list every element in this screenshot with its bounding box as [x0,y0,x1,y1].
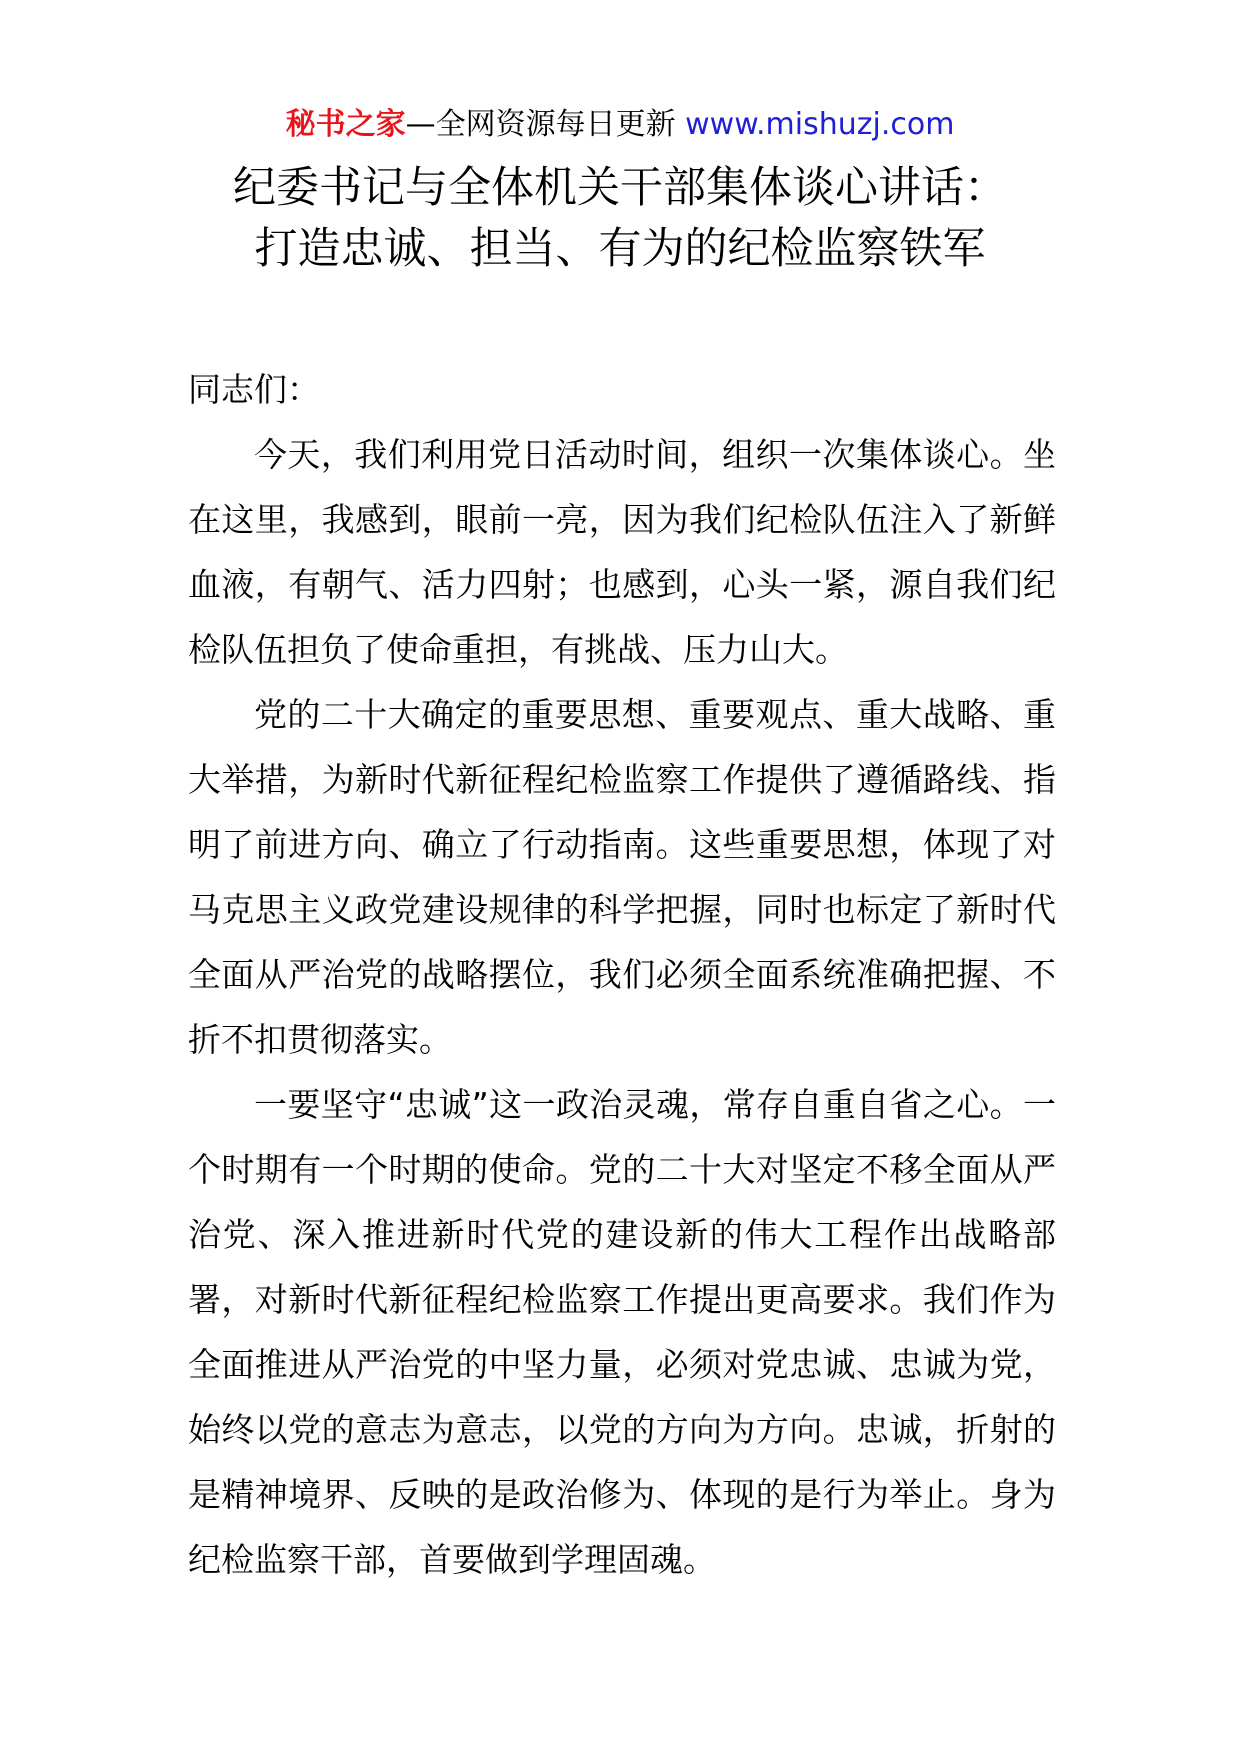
salutation: 同志们： [188,370,320,409]
site-url-link[interactable]: www.mishuzj.com [685,107,955,142]
header-tagline: —全网资源每日更新 [405,107,676,142]
paragraph-3: 一要坚守“忠诚”这一政治灵魂，常存自重自省之心。一个时期有一个时期的使命。党的二十大对坚定不移全面从严治党、深入推进新时代党的建设新的伟大工程作出战略部署，对新时代新征程纪检监察工作提出更高要求。我们作为全面推进从严治党的中坚力量，必须对党忠诚、忠诚为党，始终以党的意志为意志，以党的方向为方向。忠诚，折射的是精神境界、反映的是政治修为、体现的是行为举止。身为纪检监察干部，首要做到学理固魂。 [188,1085,1056,1579]
title-line-2: 打造忠诚、担当、有为的纪检监察铁军 [254,224,986,274]
brand-name: 秘书之家 [285,107,406,142]
site-header [0,100,1240,150]
paragraph-2: 党的二十大确定的重要思想、重要观点、重大战略、重大举措，为新时代新征程纪检监察工作提供了遵循路线、指明了前进方向、确立了行动指南。这些重要思想，体现了对马克思主义政党建设规律的科学把握，同时也标定了新时代全面从严治党的战略摆位，我们必须全面系统准确把握、不折不扣贯彻落实。 [188,695,1056,1059]
document-title [0,158,1240,280]
paragraph-1: 今天，我们利用党日活动时间，组织一次集体谈心。坐在这里，我感到，眼前一亮，因为我们纪检队伍注入了新鲜血液，有朝气、活力四射；也感到，心头一紧，源自我们纪检队伍担负了使命重担，有挑战、压力山大。 [188,435,1056,669]
document-body [188,357,1056,1592]
title-line-1: 纪委书记与全体机关干部集体谈心讲话： [233,163,1007,213]
